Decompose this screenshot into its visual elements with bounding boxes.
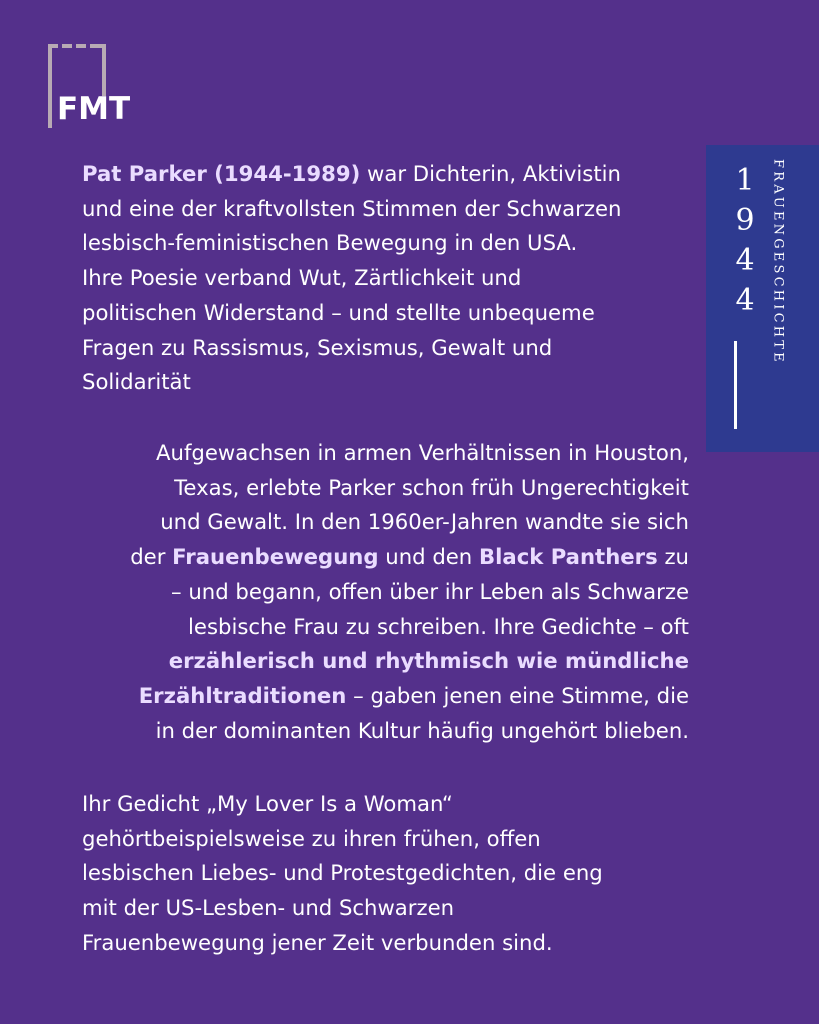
- text-line: und eine der kraftvollsten Stimmen der Schwarzen: [82, 195, 622, 221]
- text-line: politischen Widerstand – und stellte unbequeme: [82, 299, 595, 325]
- text-line: Solidarität: [82, 369, 191, 395]
- text-line: Fragen zu Rassismus, Sexismus, Gewalt und: [82, 334, 553, 360]
- text-line: Ihre Poesie verband Wut, Zärtlichkeit und: [82, 265, 522, 291]
- year-digit: 9: [735, 203, 755, 238]
- text-line: Frauenbewegung jener Zeit verbunden sind.: [82, 929, 553, 955]
- oral-tradition-highlight-end: Erzähltraditionen: [138, 682, 347, 708]
- logo-text: FMT: [57, 91, 131, 127]
- year-digit: 1: [735, 163, 755, 198]
- sidebar-label: FRAUENGESCHICHTE: [770, 159, 786, 365]
- year-digit: 4: [735, 243, 755, 278]
- paragraph-poem: [82, 787, 698, 961]
- text-line: in der dominanten Kultur häufig ungehört blieben.: [155, 717, 689, 743]
- text-line: Ihr Gedicht „My Lover Is a Woman“: [82, 791, 453, 816]
- black-panthers-highlight: Black Panthers: [478, 544, 658, 570]
- paragraph-intro: [82, 157, 698, 400]
- text-line: mit der US-Lesben- und Schwarzen: [82, 895, 455, 921]
- fmt-logo: [48, 44, 138, 130]
- text-line: lesbischen Liebes- und Protestgedichten, die eng: [82, 860, 603, 886]
- text-line: und den: [378, 544, 479, 570]
- paragraph-biography: [80, 436, 689, 748]
- text-line: Aufgewachsen in armen Verhältnissen in Houston,: [156, 440, 689, 465]
- text-line: – und begann, offen über ihr Leben als Schwarze: [171, 578, 689, 604]
- text-line: lesbische Frau zu schreiben. Ihre Gedichte – oft: [188, 613, 689, 639]
- text-line: Texas, erlebte Parker schon früh Ungerechtigkeit: [174, 474, 689, 500]
- year-sidebar: [706, 145, 819, 452]
- year-divider-line: [734, 341, 737, 429]
- text-line: zu: [657, 544, 689, 570]
- text-line: – gaben jenen eine Stimme, die: [346, 682, 689, 708]
- text-line: gehörtbeispielsweise zu ihren frühen, offen: [82, 825, 541, 851]
- text-line: lesbisch-feministischen Bewegung in den USA.: [82, 230, 578, 256]
- text-line: der: [130, 544, 173, 570]
- frauenbewegung-highlight: Frauenbewegung: [172, 544, 379, 570]
- name-highlight: Pat Parker (1944-1989): [82, 161, 361, 186]
- year-digit: 4: [735, 283, 755, 318]
- oral-tradition-highlight: erzählerisch und rhythmisch wie mündliche: [168, 648, 689, 674]
- year-digits: [732, 161, 758, 321]
- sidebar-label-container: [766, 159, 790, 439]
- text-line: war Dichterin, Aktivistin: [360, 161, 621, 186]
- text-line: und Gewalt. In den 1960er-Jahren wandte sie sich: [160, 509, 689, 535]
